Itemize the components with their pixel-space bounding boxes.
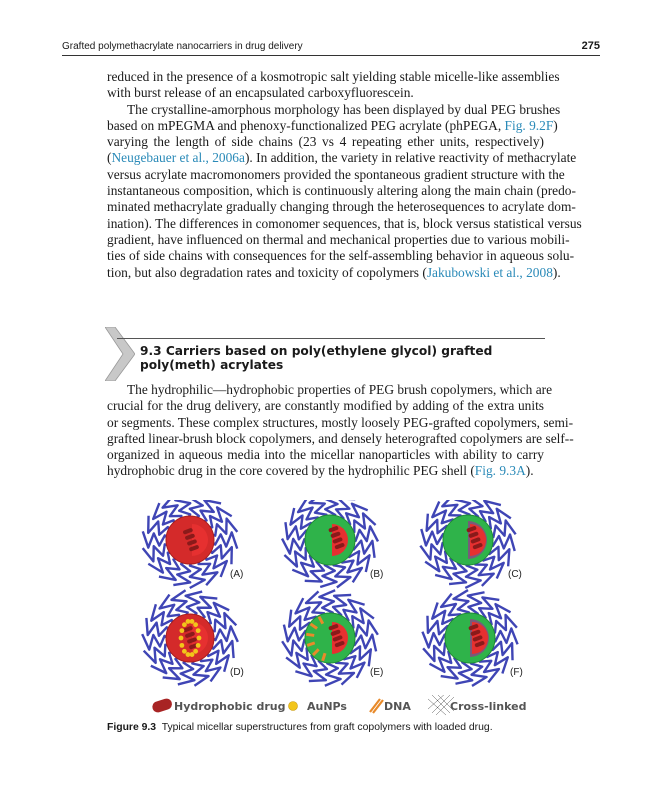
micelle-panel (142, 590, 244, 686)
text-segment: ties of side chains with consequences for the self-assembling behavior in aqueous solu- (107, 248, 575, 264)
citation-link[interactable]: Neugebauer et al., 2006a (111, 150, 245, 166)
section-heading: 9.3 Carriers based on poly(ethylene glycol) grafted poly(meth) acrylates (140, 344, 493, 372)
text-line (107, 215, 582, 232)
figure-caption (107, 722, 493, 733)
text-segment: ). In addition, the variety in relative reactivity of methacrylate (244, 150, 577, 166)
figure-legend (150, 695, 530, 717)
text-segment: gradient, have influenced on thermal and mechanical properties due to various mobili- (107, 231, 570, 247)
text-line (107, 101, 561, 118)
text-segment: varying the length of side chains (23 vs 4 repeating ether units, respectively) (107, 134, 544, 150)
text-segment: ) (553, 117, 558, 133)
panel-label: (B) (370, 569, 384, 580)
body-text-top (107, 69, 582, 281)
aunp (196, 628, 201, 633)
micelle-illustration (130, 500, 530, 690)
aunp (182, 649, 187, 654)
aunp (179, 643, 184, 648)
micelle-panel (422, 590, 522, 686)
text-segment: instantaneous composition, which is continuously altering along the main chain (predo- (107, 183, 576, 199)
panel-label: (D) (230, 667, 244, 678)
legend-label-hydrophobic-drug: Hydrophobic drug (174, 700, 286, 713)
micelle-panel (143, 500, 244, 588)
figure-caption-label: Figure 9.3 (107, 722, 157, 733)
text-segment: reduced in the presence of a kosmotropic salt yielding stable micelle-like assemblies (107, 69, 560, 84)
text-line (107, 264, 561, 281)
micelle-panel (420, 500, 522, 588)
panel-label: (E) (370, 667, 384, 678)
citation-link[interactable]: Fig. 9.2F (504, 117, 554, 133)
hydrophobic-drug-icon (151, 697, 173, 714)
text-line (107, 150, 577, 166)
legend-label-cross-linked: Cross-linked (450, 700, 527, 713)
aunp (179, 628, 184, 633)
text-segment: ). (525, 463, 534, 479)
text-segment: grafted linear-brush block copolymers, and densely heterografted copolymers are self-- (107, 430, 574, 446)
aunp (197, 636, 202, 641)
text-line (107, 85, 544, 101)
panel-label: (F) (510, 667, 523, 678)
aunp (193, 649, 198, 654)
text-segment: crucial for the drug delivery, are constantly modified by adding of the extra units (107, 398, 544, 414)
section-rule (117, 338, 545, 339)
running-title: Grafted polymethacrylate nanocarriers in drug delivery (62, 41, 303, 52)
text-line (107, 231, 570, 248)
citation-link[interactable]: Fig. 9.3A (474, 463, 526, 479)
aunp (186, 652, 191, 657)
text-line (107, 183, 576, 199)
text-line (107, 69, 560, 85)
text-segment: ( (107, 150, 112, 166)
text-segment: versus acrylate macromonomers provided the spontaneous gradient structure with the (107, 166, 565, 182)
text-line (107, 117, 558, 134)
panel-label: (A) (230, 569, 244, 580)
text-segment: based on mPEGMA and phenoxy-functionalized PEG acrylate (phPEGA, (107, 117, 505, 133)
section-arrow-icon (105, 327, 135, 381)
text-segment: minated methacrylate gradually changing through the heterosequences to acrylate dom- (107, 199, 576, 215)
aunp (179, 636, 184, 641)
text-line (107, 166, 565, 183)
citation-link[interactable]: Jakubowski et al., 2008 (426, 264, 553, 280)
text-segment: hydrophobic drug in the core covered by the hydrophilic PEG shell ( (107, 463, 475, 479)
text-segment: tion, but also degradation rates and toxicity of copolymers ( (107, 264, 427, 280)
panel-label: (C) (508, 569, 522, 580)
page-number: 275 (581, 40, 600, 52)
running-header (62, 40, 600, 56)
text-line (107, 430, 574, 447)
text-line (107, 398, 544, 414)
figure-micelles (130, 500, 530, 690)
text-line (107, 248, 575, 264)
legend-label-dna: DNA (384, 700, 411, 713)
micelle-panel (282, 590, 383, 685)
text-segment: with burst release of an encapsulated carboxyfluorescein. (107, 85, 414, 101)
body-text-bottom (107, 382, 574, 480)
text-segment: The hydrophilic—hydrophobic properties of PEG brush copolymers, which are (127, 382, 553, 397)
dna-icon (370, 699, 383, 713)
text-line (107, 414, 574, 431)
aunp (190, 619, 195, 624)
text-line (107, 134, 544, 150)
aunp (196, 643, 201, 648)
text-line (107, 199, 576, 215)
micelle-panel (282, 500, 383, 588)
text-segment: ). (552, 264, 561, 280)
aunp (193, 622, 198, 627)
aunp-icon (289, 702, 298, 711)
text-line (107, 447, 544, 463)
text-line (107, 463, 544, 479)
text-segment: ination). The differences in comonomer sequences, that is, block versus statistical versus (107, 215, 582, 231)
figure-caption-text: Typical micellar superstructures from graft copolymers with loaded drug. (161, 722, 493, 733)
text-segment: The crystalline-amorphous morphology has been displayed by dual PEG brushes (127, 101, 561, 117)
aunp (182, 622, 187, 627)
legend-label-aunps: AuNPs (307, 700, 347, 713)
text-segment: or segments. These complex structures, mostly loosely PEG-grafted copolymers, semi- (107, 414, 574, 430)
text-segment: organized in aqueous media into the micellar nanoparticles with ability to carry (107, 447, 544, 463)
text-line (107, 382, 553, 398)
